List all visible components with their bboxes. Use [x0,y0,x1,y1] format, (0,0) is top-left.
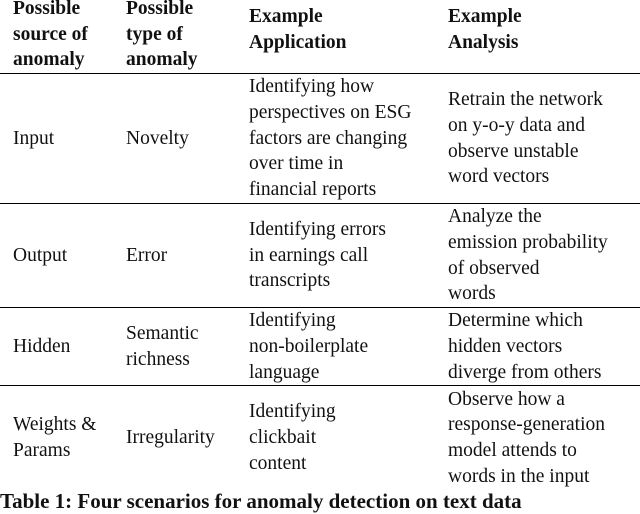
cell-type: Error [126,244,168,266]
header-type: Possible type of anomaly [126,0,198,71]
cell-application: Identifying how perspectives on ESG factors are changing over time in financial reports [249,76,412,201]
cell-source: Output [13,244,68,266]
cell-analysis: Determine which hidden vectors diverge from others [448,310,602,383]
cell-source: Hidden [13,335,71,357]
cell-analysis: Analyze the emission probability of observed words [448,206,608,305]
table-caption: Table 1: Four scenarios for anomaly detection on text data [0,489,522,513]
cell-application: Identifying errors in earnings call transcripts [249,219,386,292]
table-row [0,204,640,308]
cell-application: Identifying clickbait content [249,401,336,474]
table-row [0,308,640,386]
cell-type: Semantic richness [126,322,199,370]
cell-source: Input [13,127,55,149]
header-analysis: Example Analysis [448,6,522,53]
cell-type: Novelty [126,127,189,149]
cell-application: Identifying non-boilerplate language [249,310,369,383]
cell-source: Weights & Params [13,414,97,461]
table-row [0,386,640,490]
cell-type: Irregularity [126,427,215,449]
cell-analysis: Retrain the network on y-o-y data and observe unstable word vectors [448,89,603,188]
header-application: Example Application [249,6,347,53]
cell-analysis: Observe how a response-generation model attends to words in the input [448,388,606,487]
header-source: Possible source of anomaly [13,0,88,71]
table-header-row [0,0,640,74]
table-row [0,74,640,204]
